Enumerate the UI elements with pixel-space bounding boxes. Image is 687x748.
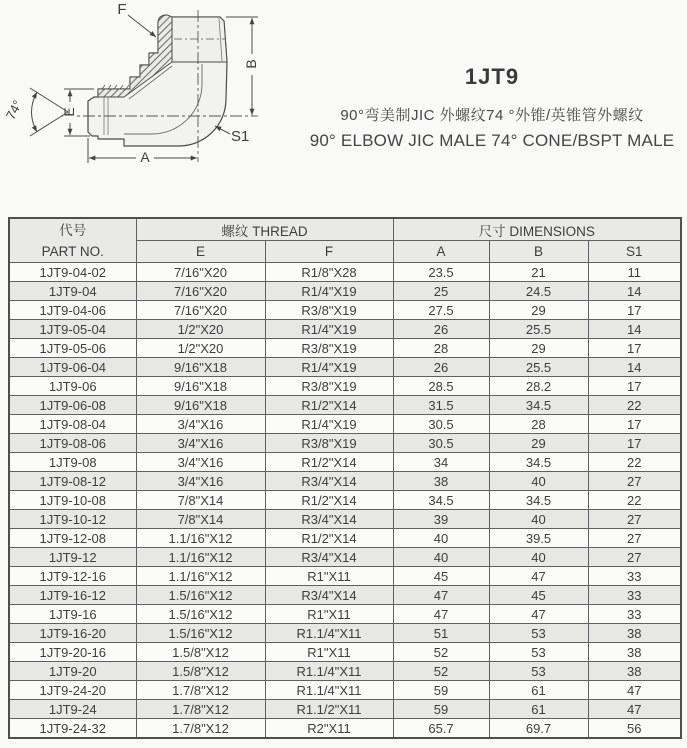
value-cell: R3/8"X19: [265, 301, 393, 320]
value-cell: 28: [489, 415, 588, 434]
table-row: [9, 548, 681, 567]
value-cell: 1.1/16"X12: [136, 567, 265, 586]
part-no-cell: 1JT9-12-08: [9, 529, 136, 548]
col-header-part-no: [9, 218, 136, 263]
elbow-fitting-diagram: [2, 0, 284, 192]
value-cell: 47: [588, 700, 681, 719]
value-cell: 47: [393, 586, 489, 605]
value-cell: R1.1/4"X11: [265, 662, 393, 681]
value-cell: 26: [393, 358, 489, 377]
value-cell: 34.5: [489, 491, 588, 510]
top-port: [172, 17, 227, 62]
value-cell: 40: [489, 472, 588, 491]
value-cell: 53: [489, 662, 588, 681]
col-group-dimensions: 尺寸 DIMENSIONS: [393, 218, 681, 241]
table-row: [9, 472, 681, 491]
value-cell: R1/4"X19: [265, 415, 393, 434]
value-cell: 17: [588, 339, 681, 358]
value-cell: 3/4"X16: [136, 434, 265, 453]
value-cell: 39: [393, 510, 489, 529]
value-cell: 30.5: [393, 434, 489, 453]
value-cell: 27: [588, 548, 681, 567]
value-cell: 45: [489, 586, 588, 605]
part-no-cell: 1JT9-04-02: [9, 263, 136, 282]
part-no-cell: 1JT9-06-08: [9, 396, 136, 415]
value-cell: 30.5: [393, 415, 489, 434]
value-cell: R1/2"X14: [265, 491, 393, 510]
value-cell: 56: [588, 719, 681, 739]
value-cell: 7/16"X20: [136, 263, 265, 282]
value-cell: 26: [393, 320, 489, 339]
value-cell: 61: [489, 700, 588, 719]
value-cell: 34.5: [489, 453, 588, 472]
part-no-cell: 1JT9-05-04: [9, 320, 136, 339]
value-cell: 1.5/16"X12: [136, 605, 265, 624]
value-cell: 52: [393, 643, 489, 662]
value-cell: 38: [588, 643, 681, 662]
value-cell: 23.5: [393, 263, 489, 282]
value-cell: 11: [588, 263, 681, 282]
value-cell: 9/16"X18: [136, 377, 265, 396]
table-row: [9, 415, 681, 434]
value-cell: 45: [393, 567, 489, 586]
table-row: [9, 491, 681, 510]
value-cell: 38: [588, 662, 681, 681]
value-cell: 34.5: [489, 396, 588, 415]
value-cell: 1/2"X20: [136, 339, 265, 358]
table-row: [9, 358, 681, 377]
table-row: [9, 320, 681, 339]
part-no-cell: 1JT9-20-16: [9, 643, 136, 662]
value-cell: R3/8"X19: [265, 339, 393, 358]
value-cell: 3/4"X16: [136, 472, 265, 491]
subtitle-english: 90° ELBOW JIC MALE 74° CONE/BSPT MALE: [309, 131, 675, 150]
value-cell: 69.7: [489, 719, 588, 739]
value-cell: 59: [393, 681, 489, 700]
table-row: [9, 434, 681, 453]
value-cell: 33: [588, 605, 681, 624]
part-no-cell: 1JT9-10-12: [9, 510, 136, 529]
value-cell: 53: [489, 624, 588, 643]
value-cell: 34: [393, 453, 489, 472]
value-cell: 33: [588, 586, 681, 605]
value-cell: R1/4"X19: [265, 358, 393, 377]
spec-table: [8, 217, 682, 739]
value-cell: R3/8"X19: [265, 377, 393, 396]
value-cell: R2"X11: [265, 719, 393, 739]
dim-e-label: E: [61, 107, 77, 117]
value-cell: 14: [588, 320, 681, 339]
value-cell: R1"X11: [265, 605, 393, 624]
value-cell: R1.1/2"X11: [265, 700, 393, 719]
value-cell: 1.1/16"X12: [136, 548, 265, 567]
part-no-zh: 代号: [59, 222, 87, 238]
table-row: [9, 643, 681, 662]
value-cell: 59: [393, 700, 489, 719]
value-cell: 27.5: [393, 301, 489, 320]
part-no-cell: 1JT9-16-12: [9, 586, 136, 605]
value-cell: 1.5/8"X12: [136, 643, 265, 662]
cone-angle-label: 74°: [2, 97, 26, 123]
value-cell: 65.7: [393, 719, 489, 739]
value-cell: 28: [393, 339, 489, 358]
value-cell: 1.7/8"X12: [136, 681, 265, 700]
title-block: [300, 64, 684, 151]
value-cell: R1.1/4"X11: [265, 681, 393, 700]
value-cell: 1.5/8"X12: [136, 662, 265, 681]
spec-table-body: [9, 263, 681, 739]
value-cell: 38: [393, 472, 489, 491]
value-cell: 53: [489, 643, 588, 662]
dim-a-label: A: [140, 149, 150, 165]
col-header-b: B: [489, 241, 588, 263]
value-cell: 47: [489, 567, 588, 586]
value-cell: 47: [393, 605, 489, 624]
table-row: [9, 377, 681, 396]
value-cell: 29: [489, 339, 588, 358]
value-cell: 22: [588, 396, 681, 415]
table-row: [9, 263, 681, 282]
table-row: [9, 662, 681, 681]
part-no-cell: 1JT9-16-20: [9, 624, 136, 643]
col-header-e: E: [136, 241, 265, 263]
value-cell: 14: [588, 358, 681, 377]
value-cell: 1.7/8"X12: [136, 700, 265, 719]
value-cell: 25.5: [489, 358, 588, 377]
part-no-cell: 1JT9-08-04: [9, 415, 136, 434]
value-cell: 1.5/16"X12: [136, 624, 265, 643]
value-cell: 39.5: [489, 529, 588, 548]
value-cell: R1/8"X28: [265, 263, 393, 282]
value-cell: 17: [588, 377, 681, 396]
col-group-thread: 螺纹 THREAD: [136, 218, 393, 241]
fitting-technical-drawing: [2, 0, 284, 192]
value-cell: 3/4"X16: [136, 415, 265, 434]
part-no-cell: 1JT9-08-12: [9, 472, 136, 491]
value-cell: 22: [588, 491, 681, 510]
table-row: [9, 567, 681, 586]
part-no-cell: 1JT9-20: [9, 662, 136, 681]
value-cell: 17: [588, 415, 681, 434]
value-cell: 7/8"X14: [136, 510, 265, 529]
part-no-cell: 1JT9-24: [9, 700, 136, 719]
value-cell: 25: [393, 282, 489, 301]
part-no-cell: 1JT9-24-32: [9, 719, 136, 739]
table-row: [9, 453, 681, 472]
part-no-cell: 1JT9-16: [9, 605, 136, 624]
value-cell: 24.5: [489, 282, 588, 301]
value-cell: 31.5: [393, 396, 489, 415]
value-cell: R3/4"X14: [265, 548, 393, 567]
value-cell: 1/2"X20: [136, 320, 265, 339]
part-no-en: PART NO.: [41, 243, 104, 259]
part-no-cell: 1JT9-06: [9, 377, 136, 396]
value-cell: 40: [393, 529, 489, 548]
value-cell: R1.1/4"X11: [265, 624, 393, 643]
table-row: [9, 510, 681, 529]
value-cell: 1.5/16"X12: [136, 586, 265, 605]
table-row: [9, 586, 681, 605]
value-cell: R3/4"X14: [265, 472, 393, 491]
value-cell: 27: [588, 529, 681, 548]
value-cell: 1.1/16"X12: [136, 529, 265, 548]
value-cell: 7/8"X14: [136, 491, 265, 510]
leader-s1: [215, 126, 230, 134]
value-cell: R3/4"X14: [265, 510, 393, 529]
value-cell: 52: [393, 662, 489, 681]
table-row: [9, 719, 681, 739]
value-cell: R3/4"X14: [265, 586, 393, 605]
col-header-s1: S1: [588, 241, 681, 263]
value-cell: 1.7/8"X12: [136, 719, 265, 739]
value-cell: R1/2"X14: [265, 396, 393, 415]
value-cell: 61: [489, 681, 588, 700]
value-cell: 9/16"X18: [136, 358, 265, 377]
part-no-cell: 1JT9-06-04: [9, 358, 136, 377]
table-row: [9, 681, 681, 700]
table-row: [9, 301, 681, 320]
value-cell: R3/8"X19: [265, 434, 393, 453]
part-no-cell: 1JT9-24-20: [9, 681, 136, 700]
value-cell: 27: [588, 510, 681, 529]
part-no-cell: 1JT9-12: [9, 548, 136, 567]
table-row: [9, 700, 681, 719]
label-f: F: [117, 1, 127, 18]
part-no-cell: 1JT9-08: [9, 453, 136, 472]
value-cell: 25.5: [489, 320, 588, 339]
dim-b-label: B: [243, 59, 259, 69]
table-row: [9, 605, 681, 624]
value-cell: R1/2"X14: [265, 529, 393, 548]
table-row: [9, 396, 681, 415]
value-cell: 51: [393, 624, 489, 643]
value-cell: 7/16"X20: [136, 301, 265, 320]
value-cell: 28.5: [393, 377, 489, 396]
spec-table-header: [9, 218, 681, 263]
col-header-f: F: [265, 241, 393, 263]
value-cell: 40: [393, 548, 489, 567]
value-cell: R1/4"X19: [265, 320, 393, 339]
col-header-a: A: [393, 241, 489, 263]
value-cell: 22: [588, 453, 681, 472]
value-cell: 47: [489, 605, 588, 624]
subtitle-chinese: 90°弯美制JIC 外螺纹74 °外锥/英锥管外螺纹: [340, 107, 644, 124]
value-cell: 38: [588, 624, 681, 643]
value-cell: 40: [489, 510, 588, 529]
table-row: [9, 282, 681, 301]
value-cell: 7/16"X20: [136, 282, 265, 301]
part-no-cell: 1JT9-04-06: [9, 301, 136, 320]
model-number: 1JT9: [464, 64, 520, 89]
value-cell: 47: [588, 681, 681, 700]
label-s1: S1: [231, 128, 250, 145]
value-cell: R1/2"X14: [265, 453, 393, 472]
leader-f: [128, 15, 156, 37]
value-cell: 14: [588, 282, 681, 301]
value-cell: 33: [588, 567, 681, 586]
value-cell: 9/16"X18: [136, 396, 265, 415]
table-row: [9, 339, 681, 358]
value-cell: 27: [588, 472, 681, 491]
value-cell: R1/4"X19: [265, 282, 393, 301]
part-no-cell: 1JT9-12-16: [9, 567, 136, 586]
value-cell: 3/4"X16: [136, 453, 265, 472]
value-cell: R1"X11: [265, 643, 393, 662]
table-row: [9, 529, 681, 548]
value-cell: 40: [489, 548, 588, 567]
table-row: [9, 624, 681, 643]
part-no-cell: 1JT9-08-06: [9, 434, 136, 453]
part-no-cell: 1JT9-10-08: [9, 491, 136, 510]
value-cell: 17: [588, 301, 681, 320]
value-cell: 34.5: [393, 491, 489, 510]
value-cell: 28.2: [489, 377, 588, 396]
part-no-cell: 1JT9-04: [9, 282, 136, 301]
value-cell: 17: [588, 434, 681, 453]
value-cell: 21: [489, 263, 588, 282]
value-cell: R1"X11: [265, 567, 393, 586]
value-cell: 29: [489, 434, 588, 453]
part-no-cell: 1JT9-05-06: [9, 339, 136, 358]
value-cell: 29: [489, 301, 588, 320]
